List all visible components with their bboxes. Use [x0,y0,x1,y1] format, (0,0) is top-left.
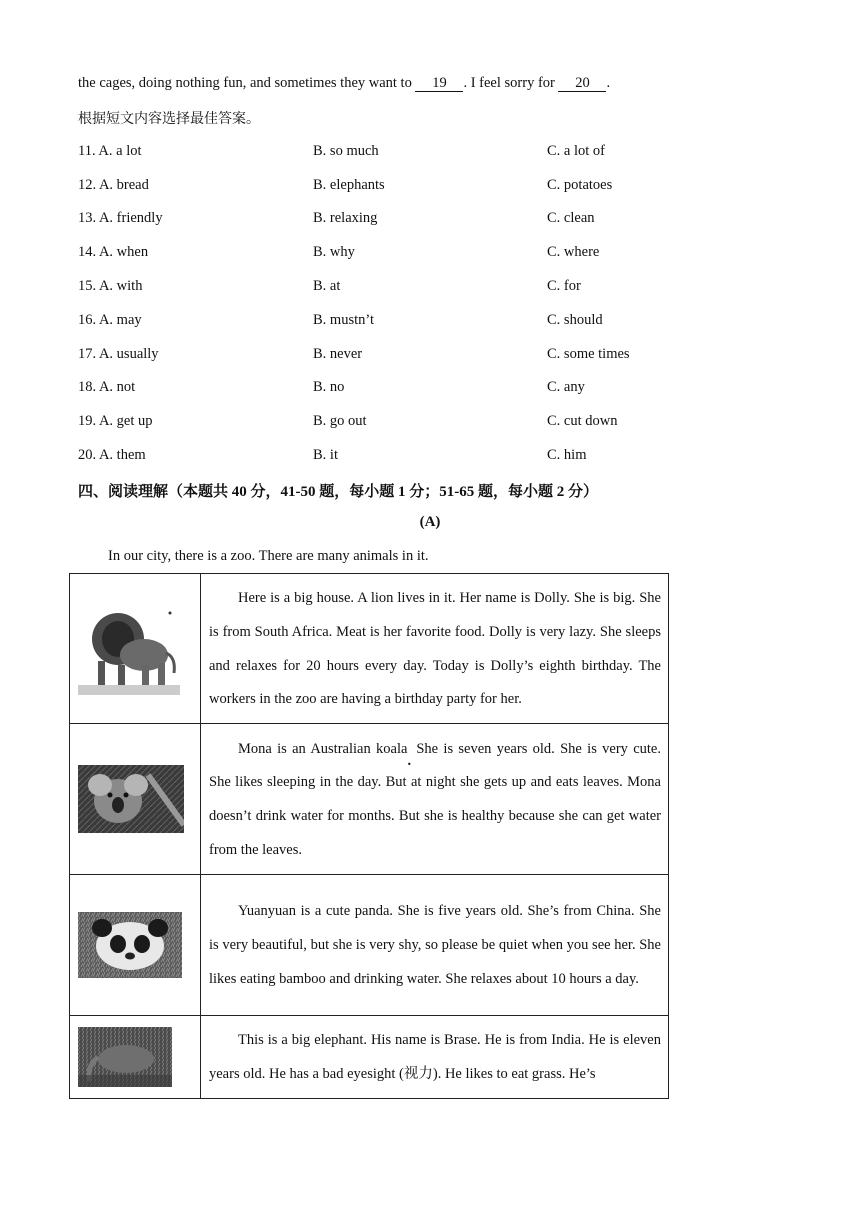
continuation-text-1: the cages, doing nothing fun, and sometimes they want to [78,75,416,91]
option-a: 19. A. get up [78,413,153,429]
panda-photo [78,912,182,978]
instruction-text: 根据短文内容选择最佳答案。 [78,111,260,127]
option-c: C. a lot of [547,143,605,159]
option-c: C. potatoes [547,177,613,193]
lion-paragraph: Here is a big house. A lion lives in it. Her name is Dolly. She is big. She is from South Africa. Meat is her favorite food. Dolly is very lazy. She sleeps and relaxes for 20 hours every day. Today is Dolly’s eighth birthday. The workers in the zoo are having a birthday party for her. [209,590,661,708]
koala-paragraph [209,733,661,868]
option-a: 12. A. bread [78,177,149,193]
option-a: 11. A. a lot [78,143,142,159]
image-cell [70,1016,201,1099]
option-a: 18. A. not [78,379,136,395]
text-cell [201,574,669,724]
passage-continuation-line [78,75,610,92]
section-heading: 四、阅读理解（本题共 40 分，41-50 题，每小题 1 分；51-65 题，每小题 2 分） [78,484,598,500]
option-a: 14. A. when [78,244,149,260]
lion-photo [78,603,180,695]
table-row [70,574,669,724]
option-b: B. no [313,379,345,395]
option-a: 16. A. may [78,312,142,328]
option-a: 20. A. them [78,447,146,463]
passage-label: (A) [419,514,441,530]
option-c: C. him [547,447,587,463]
option-c: C. clean [547,210,595,226]
option-b: B. elephants [313,177,385,193]
option-row [78,447,698,467]
elephant-paragraph: This is a big elephant. His name is Brase. He is from India. He is eleven years old. He has a bad eyesight (视力). He likes to eat grass. He’s [209,1032,661,1082]
option-b: B. it [313,447,338,463]
image-cell [70,724,201,875]
elephant-photo [78,1027,172,1087]
option-row [78,312,698,332]
panda-paragraph: Yuanyuan is a cute panda. She is five years old. She’s from China. She is very beautiful, but she is very shy, so please be quiet when you see her. She likes eating bamboo and drinking water. She relaxes about 10 hours a day. [209,903,661,988]
option-c: C. any [547,379,585,395]
option-b: B. why [313,244,355,260]
table-row [70,724,669,875]
continuation-text-2: . I feel sorry for [463,75,559,91]
option-c: C. should [547,312,603,328]
option-row [78,346,698,366]
image-cell [70,875,201,1016]
option-b: B. relaxing [313,210,378,226]
blank-20: 20 [558,75,606,92]
option-b: B. so much [313,143,379,159]
option-b: B. mustn’t [313,312,374,328]
text-cell [201,875,669,1016]
option-row [78,210,698,230]
table-row [70,875,669,1016]
option-row [78,379,698,399]
option-b: B. go out [313,413,367,429]
image-cell [70,574,201,724]
option-row [78,413,698,433]
option-c: C. for [547,278,581,294]
continuation-text-3: . [606,75,611,91]
option-row [78,244,698,264]
option-c: C. some times [547,346,630,362]
animal-table [69,573,669,1099]
text-cell [201,1016,669,1099]
option-a: 13. A. friendly [78,210,163,226]
option-row [78,278,698,298]
koala-dot: . [407,752,412,769]
option-a: 17. A. usually [78,346,159,362]
option-b: B. at [313,278,341,294]
option-a: 15. A. with [78,278,143,294]
option-row [78,143,698,163]
option-row [78,177,698,197]
option-c: C. where [547,244,600,260]
koala-text-rest: She is seven years old. She is very cute. She likes sleeping in the day. But at night she gets up and eats leaves. Mona doesn’t drink water for months. But she is healthy because she can get water from the leaves. [209,740,661,858]
option-c: C. cut down [547,413,618,429]
text-cell [201,724,669,875]
blank-19: 19 [415,75,463,92]
table-row [70,1016,669,1099]
koala-text-start: Mona is an Australian koala [238,740,408,757]
koala-photo [78,765,184,833]
option-b: B. never [313,346,363,362]
passage-intro: In our city, there is a zoo. There are many animals in it. [108,548,429,564]
